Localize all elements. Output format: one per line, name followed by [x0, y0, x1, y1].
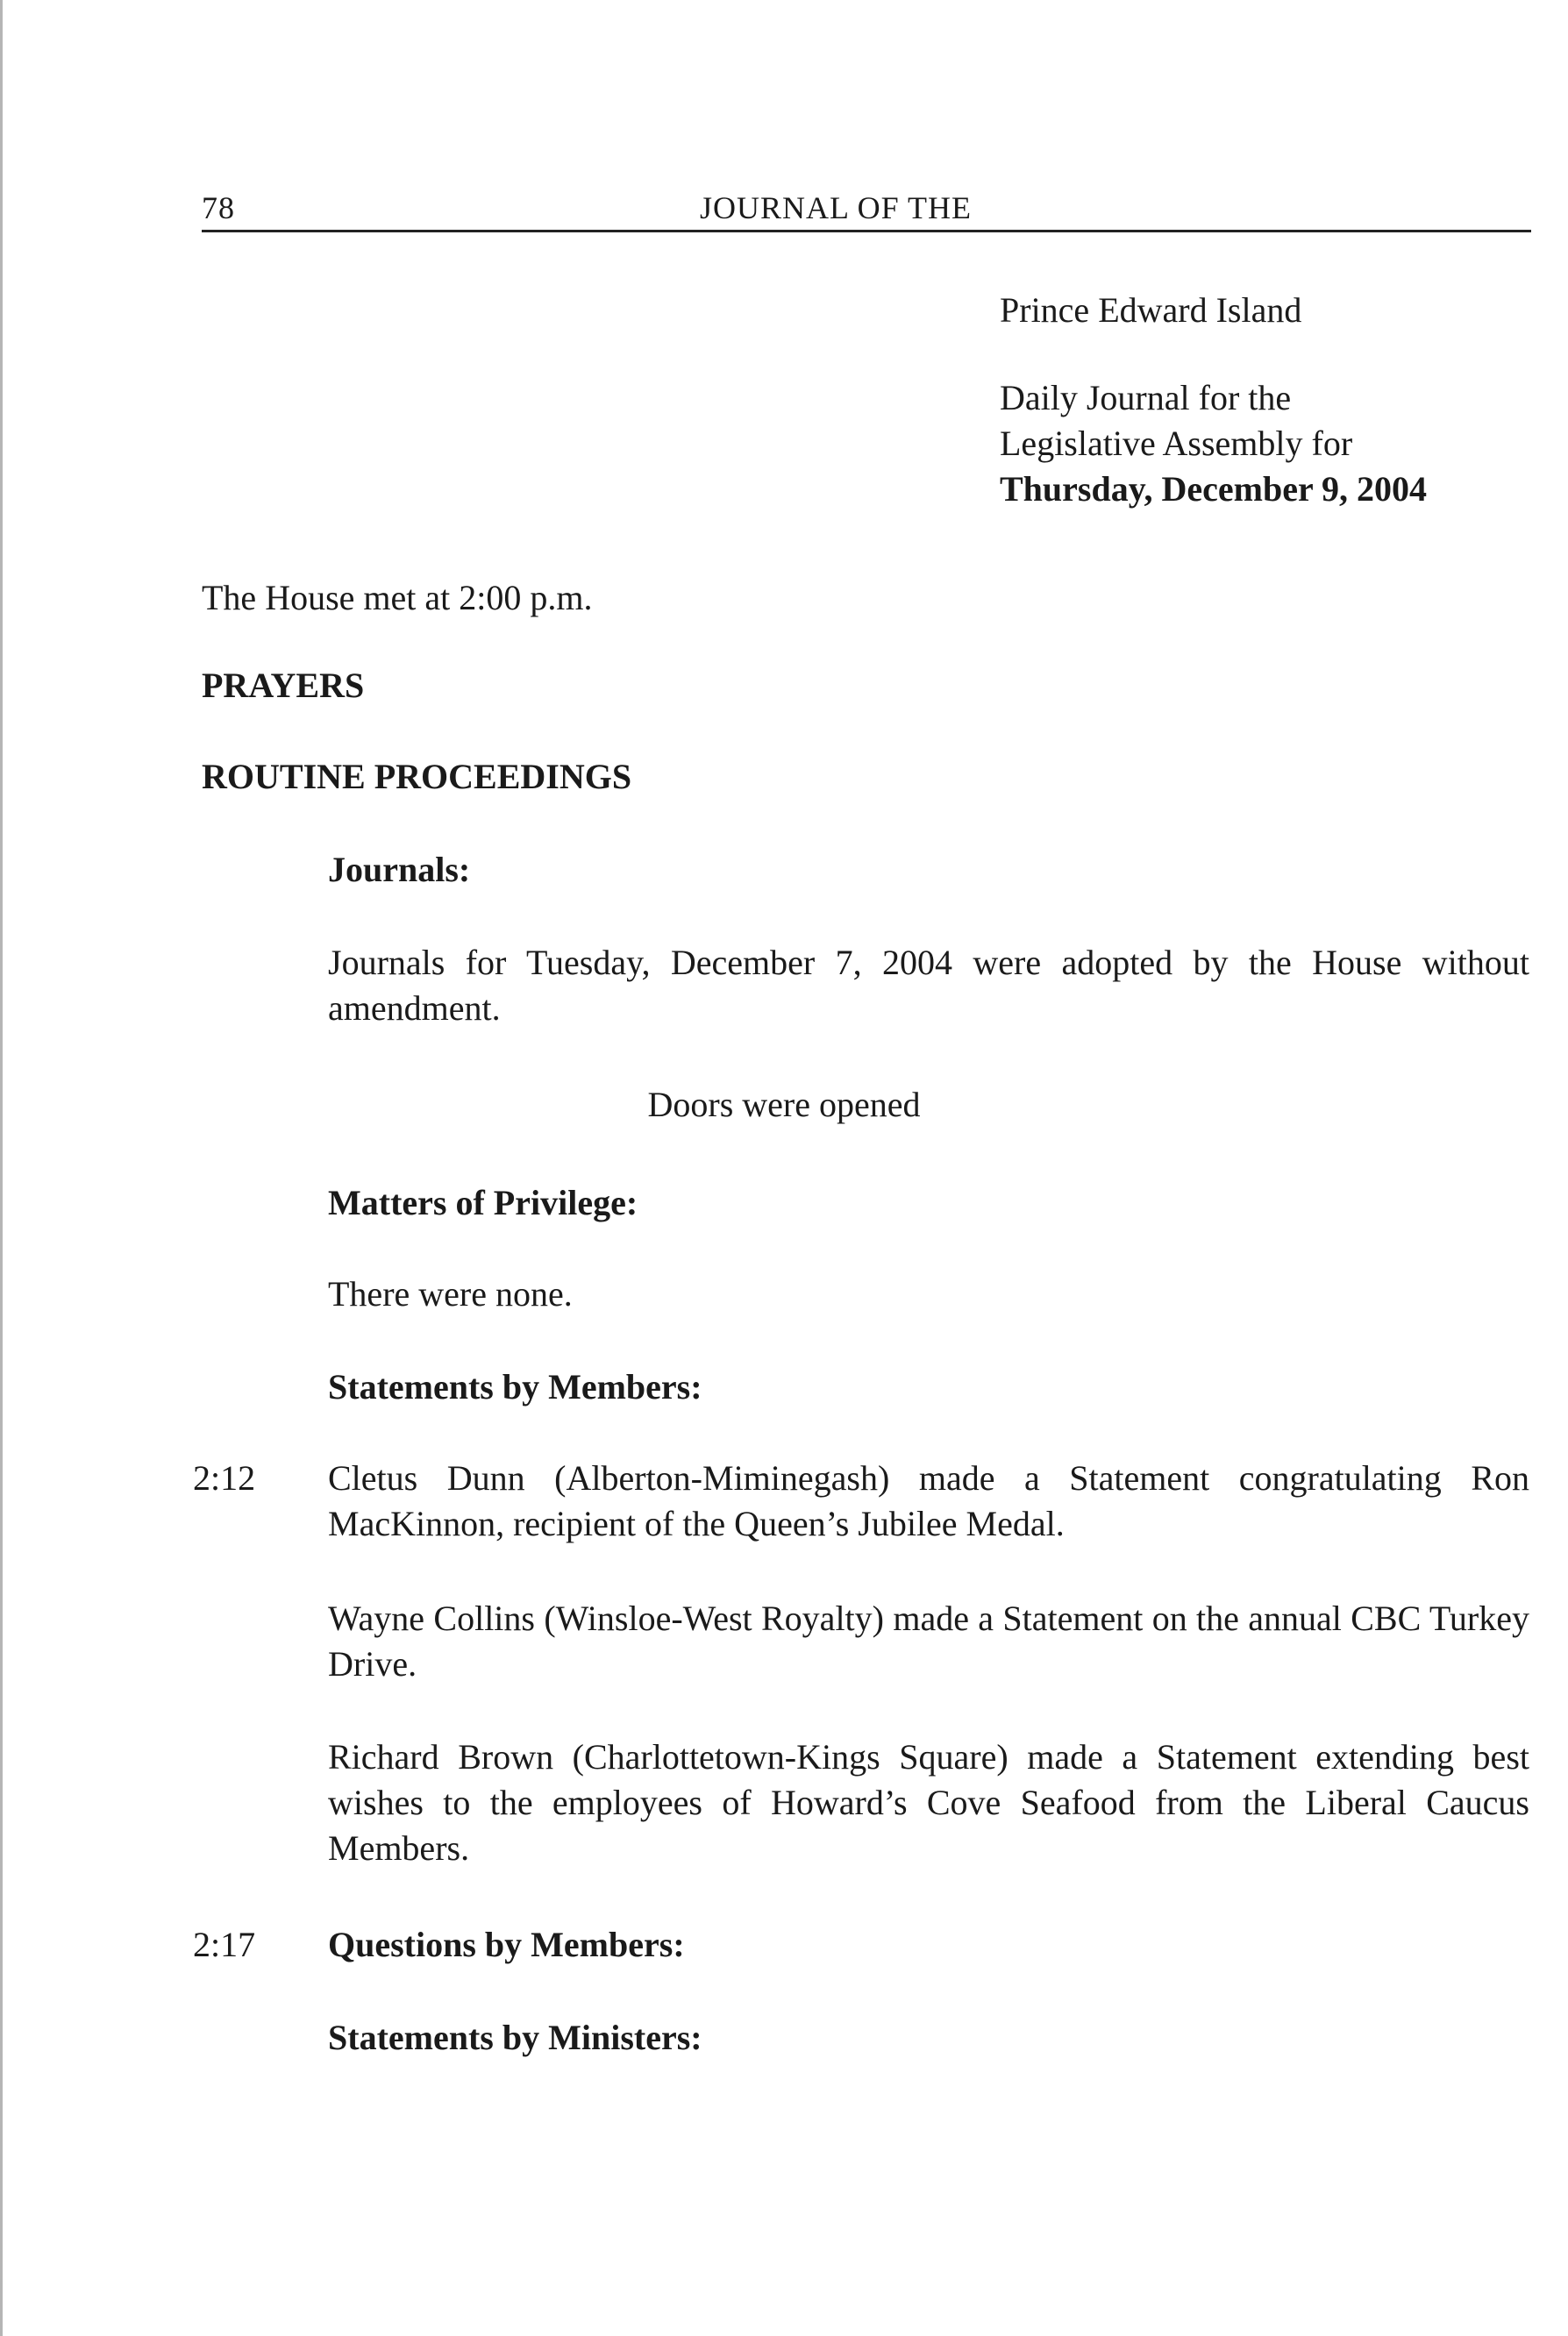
journal-subtitle-line2: Legislative Assembly for [1000, 424, 1353, 463]
spacer [1000, 333, 1526, 375]
doors-opened-text: Doors were opened [647, 1085, 921, 1124]
heading-matters-of-privilege: Matters of Privilege: [328, 1183, 638, 1222]
privilege-text: There were none. [328, 1274, 573, 1314]
sitting-date: Thursday, December 9, 2004 [1000, 469, 1428, 509]
member-statement: Cletus Dunn (Alberton-Miminegash) made a Statement congratulating Ron MacKinnon, recipient of the Queen’s Jubilee Medal. [328, 1458, 1529, 1543]
section-prayers: PRAYERS [202, 666, 365, 705]
heading-statements-by-ministers: Statements by Ministers: [328, 2018, 702, 2057]
member-statement: Richard Brown (Charlottetown-Kings Square) made a Statement extending best wishes to the employees of Howard’s Cove Seafood from the Liberal Caucus Members. [328, 1737, 1529, 1868]
journal-subtitle-line1: Daily Journal for the [1000, 378, 1292, 417]
section-routine-proceedings: ROUTINE PROCEEDINGS [202, 757, 632, 796]
heading-questions-by-members: Questions by Members: [328, 1925, 685, 1964]
date-block [1000, 288, 1526, 512]
page-number: 78 [202, 190, 235, 225]
province-name: Prince Edward Island [1000, 290, 1302, 330]
journals-text: Journals for Tuesday, December 7, 2004 were adopted by the House without amendment. [328, 943, 1529, 1028]
journal-title: JOURNAL OF THE [700, 190, 973, 225]
time-stamp: 2:12 [193, 1458, 256, 1498]
heading-statements-by-members: Statements by Members: [328, 1367, 702, 1407]
heading-journals: Journals: [328, 850, 471, 889]
header-rule [202, 230, 1531, 232]
opening-text: The House met at 2:00 p.m. [202, 578, 593, 617]
time-stamp: 2:17 [193, 1925, 256, 1964]
page-edge-shadow [0, 0, 3, 2336]
member-statement: Wayne Collins (Winsloe-West Royalty) made a Statement on the annual CBC Turkey Drive. [328, 1599, 1529, 1684]
